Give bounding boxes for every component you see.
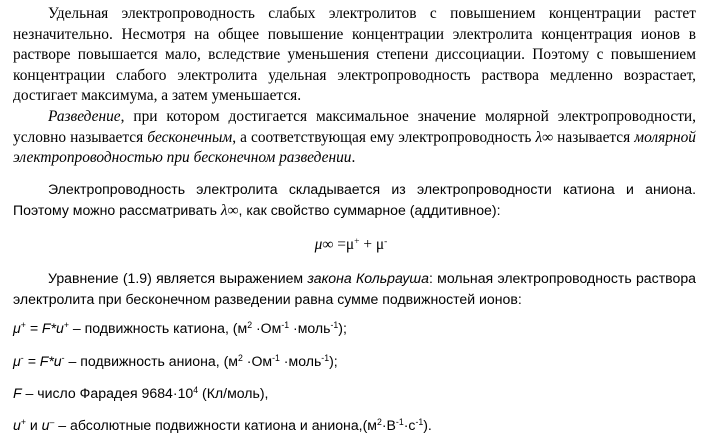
d2-eq: = F*u [23,353,62,369]
term-molar-conductivity: молярной электропроводностью при бесконечном разведении [13,128,697,167]
definition-anion-mobility [13,351,338,372]
d1-sup: + [20,320,26,331]
d2-u2: -1 [272,353,280,364]
d2-sym: μ [13,353,21,369]
d2-u3: -1 [321,353,330,364]
paragraph-weak-electrolytes: Удельная электропроводность слабых электролитов с повышением концентрации растет незначительно. Несмотря на общее повышение концентрации электролита концентрация ионов в растворе повышается мало, вследствие уменьшения степени диссоциации. Поэтому с повышением концентрации слабого электролита удельная электропроводность раствора медленно возрастает, достигает максимума, а затем уменьшается. [13,5,696,105]
d4-s2: ·с [403,417,416,433]
d1-sym: μ [13,320,21,336]
d2-text: – подвижность аниона, (м [64,353,238,369]
p4-text-2: : мольная электропроводность раствора электролита при бесконечном разведении равна сумме подвижностей ионов: [13,270,696,307]
d4-sym2: u [41,417,50,433]
formula-lhs: μ∞ [314,236,334,253]
d3-text: – число Фарадея 9684·10 [21,385,194,401]
d1-u1: 2 [247,320,253,331]
formula-plus: + μ [359,236,385,253]
d1-text: – подвижность катиона, (м [68,320,248,336]
d4-sym1: u [13,417,21,433]
paragraph-additive [13,179,696,221]
d1-u3: -1 [330,320,339,331]
d1-s1: ·Ом [252,320,282,336]
d4-mid: и [25,417,42,433]
d4-sup1: + [20,417,26,428]
formula-kohlrausch [0,235,702,256]
term-infinite: бесконечным [147,128,233,146]
d4-u3: -1 [415,417,424,428]
d4-end: ). [423,417,432,433]
definition-absolute-mobility [13,415,432,436]
d3-exp: 4 [193,385,199,396]
p2-text-3: называется [553,128,635,146]
d4-s1: ·В [381,417,396,433]
p2-text-4: . [351,149,356,167]
paragraph-kohlrausch-law [13,268,696,309]
d2-s1: ·Ом [242,353,273,369]
p4-text-1: Уравнение (1.9) является выражением [48,270,308,286]
p2-text-2: , а соответствующая ему электропроводность [232,128,536,146]
definition-faraday [13,383,268,404]
definition-cation-mobility [13,318,347,339]
d1-u2: -1 [281,320,290,331]
d4-text: – абсолютные подвижности катиона и аниона,(м [54,417,377,433]
paragraph-dilution [13,107,696,169]
d3-end: (Кл/моль), [198,385,269,401]
formula-minus-sup: - [384,235,388,247]
d2-s2: ·моль [279,353,322,369]
d2-u1: 2 [237,353,243,364]
p3-text-1: Электропроводность электролита складывается из электропроводности катиона и аниона. Поэтому можно рассматривать [13,181,696,218]
d2-end: ); [329,353,338,369]
symbol-lambda-inf: λ∞ [535,128,554,146]
d1-eq-sup: + [63,320,69,331]
p2-text-1: , при котором достигается максимальное значение молярной электропроводности, условно называется [13,108,696,146]
formula-plus-sup: + [354,235,360,247]
p3-text-2: , как свойство суммарное (аддитивное): [238,201,501,218]
d1-s2: ·моль [289,320,331,336]
d2-sup: - [20,353,24,364]
d4-u1: 2 [376,417,382,428]
d4-u2: -1 [395,417,404,428]
d2-eq-sup: - [61,353,65,364]
d4-sup2: – [49,417,55,428]
d1-eq: = F*u [25,320,64,336]
d1-end: ); [338,320,347,336]
formula-eq: =μ [333,236,355,253]
term-dilution: Разведение [48,108,121,125]
term-kohlrausch-law: закона Кольрауша [307,270,429,286]
symbol-lambda-inf-2: λ∞ [220,201,239,219]
d3-sym: F [13,385,22,401]
